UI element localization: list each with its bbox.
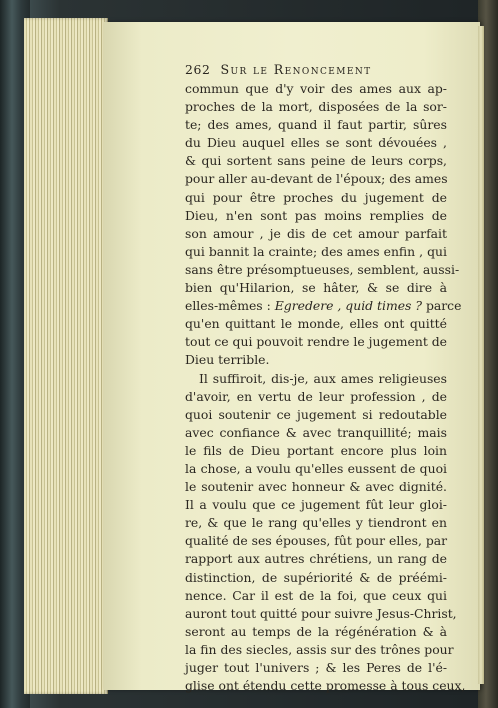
text-line: le soutenir avec honneur & avec dignité. xyxy=(185,479,447,495)
text-line: distinction, de supériorité & de préémi- xyxy=(185,569,447,585)
latin-quote: Egredere , quid times ? xyxy=(274,298,422,314)
text-line: pour aller au-devant de l'époux; des ames xyxy=(185,171,448,187)
text-line: elles-mêmes : Egredere , quid times ? parce xyxy=(185,298,462,314)
text-line: glise ont étendu cette promesse à tous ceux, xyxy=(185,678,466,694)
text-line: auront tout quitté pour suivre Jesus-Christ, xyxy=(185,605,457,621)
text-line: du Dieu auquel elles se sont dévouées , xyxy=(185,135,447,151)
text-line: qui pour être proches du jugement de xyxy=(185,189,447,205)
text-line: avec confiance & avec tranquillité; mais xyxy=(185,424,447,440)
text-line: Dieu terrible. xyxy=(185,352,270,368)
text-line: qualité de ses épouses, fût pour elles, par xyxy=(185,533,448,549)
text-line: qui bannit la crainte; des ames enfin , qui xyxy=(185,243,447,259)
paragraph-1 xyxy=(185,80,462,370)
text-line: tout ce qui pouvoit rendre le jugement de xyxy=(185,334,448,350)
text-line: seront au temps de la régénération & à xyxy=(185,623,447,639)
text-line: la fin des siecles, assis sur des trônes pour xyxy=(185,641,454,657)
page-number: 262 xyxy=(185,62,211,77)
text-line: juger tout l'univers ; & les Peres de l'é- xyxy=(185,660,447,675)
text-line: Dieu, n'en sont pas moins remplies de xyxy=(185,207,447,223)
text-line: Il a voulu que ce jugement fût leur gloi- xyxy=(185,497,447,513)
paragraph-2 xyxy=(185,370,466,696)
text-line: sans être présomptueuses, semblent, aussi- xyxy=(185,261,460,277)
text-line: qu'en quittant le monde, elles ont quitté xyxy=(185,316,447,332)
page-header xyxy=(185,62,447,78)
text-line: proches de la mort, disposées de la sor- xyxy=(185,99,447,115)
text-line: nence. Car il est de la foi, que ceux qui xyxy=(185,587,447,603)
text-line: d'avoir, en vertu de leur profession , de xyxy=(185,388,447,404)
page-edges xyxy=(24,18,108,694)
text-line: Il suffiroit, dis-je, aux ames religieuses xyxy=(199,370,447,386)
running-head: Sur le Renoncement xyxy=(220,62,372,77)
text-line: & qui sortent sans peine de leurs corps, xyxy=(185,153,447,169)
text-line: te; des ames, quand il faut partir, sûres xyxy=(185,117,447,133)
page-text xyxy=(185,62,466,695)
text-line: son amour , je dis de cet amour parfait xyxy=(185,225,447,241)
text-line: rapport aux autres chrétiens, un rang de xyxy=(185,551,447,567)
text-line: quoi soutenir ce jugement si redoutable xyxy=(185,406,447,422)
text-line: commun que d'y voir des ames aux ap- xyxy=(185,81,447,96)
text-line: la chose, a voulu qu'elles eussent de quoi xyxy=(185,460,447,476)
facing-page-edge xyxy=(478,26,484,684)
text-line: bien qu'Hilarion, se hâter, & se dire à xyxy=(185,280,447,296)
text-line: le fils de Dieu portant encore plus loin xyxy=(185,442,447,458)
text-line: re, & que le rang qu'elles y tiendront en xyxy=(185,515,447,531)
